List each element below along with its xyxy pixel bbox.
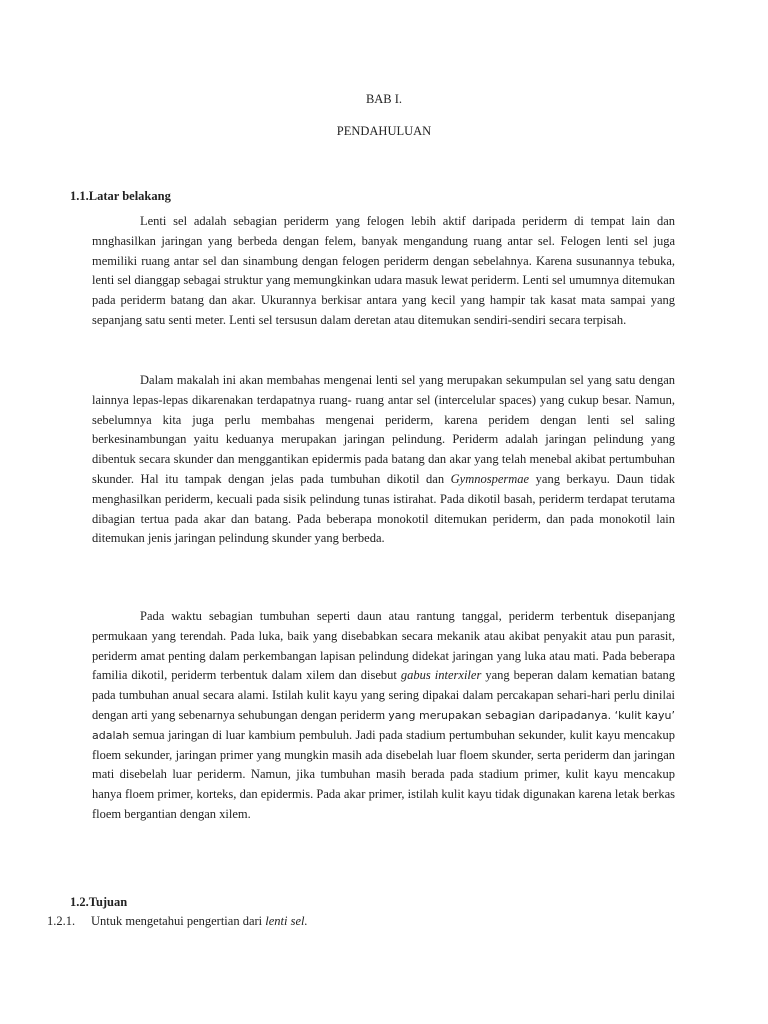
list-item-number: 1.2.1. [47,914,76,928]
paragraph-2 [92,371,675,549]
paragraph-3-sans-fragment: yang merupakan sebagian daripadanya. ‘kulit kayu’ adalah [92,708,675,742]
paragraph-3-text-c: semua jaringan di luar kambium pembuluh. Jadi pada stadium pertumbuhan sekunder, kulit kayu mencakup floem sekunder, jaringan primer yang mungkin masih ada disebelah luar floem skunder, serta periderm dan jaringan mati disebelah luar periderm. Namun, jika tumbuhan masih berada pada stadium primer, kulit kayu mencakup hanya floem primer, korteks, dan epidermis. Pada akar primer, istilah kulit kayu tidak digunakan karena letak berkas floem bergantian dengan xilem. [92,727,675,821]
chapter-title: PENDAHULUAN [336,124,432,138]
paragraph-3-text-b: yang beperan dalam kematian batang pada tumbuhan anual secara alami. Istilah kulit kayu yang sering dipakai dalam percakapan sehari-hari perlu dinilai dengan arti yang sebenarnya sehubungan dengan periderm [92,668,676,722]
paragraph-1 [92,212,675,331]
section-heading-tujuan: 1.2.Tujuan [70,895,128,909]
list-item [47,914,308,929]
chapter-label: BAB I. [365,92,403,106]
list-item-text: Untuk mengetahui pengertian dari [91,914,266,928]
section-heading-latar-belakang: 1.1.Latar belakang [70,189,171,203]
paragraph-3 [92,607,675,825]
list-item-italic: lenti sel. [265,914,308,928]
paragraph-2-text-a: Dalam makalah ini akan membahas mengenai lenti sel yang merupakan sekumpulan sel yang satu dengan lainnya lepas-lepas dikarenakan terdapatnya ruang- ruang antar sel (intercelular spaces) yang cukup besar. Namun, sebelumnya kita juga perlu membahas mengenai periderm, karena peridem dengan lenti sel saling berkesinambungan yaitu keduanya merupakan jaringan pelindung. Periderm adalah jaringan pelindung yang dibentuk secara skunder dan menggantikan epidermis pada batang dan akar yang telah menebal akibat pertumbuhan skunder. Hal itu tampak dengan jelas pada tumbuhan dikotil dan [92,373,675,486]
paragraph-1-text: Lenti sel adalah sebagian periderm yang felogen lebih aktif daripada periderm di tempat lain dan mnghasilkan jaringan yang berbeda dengan felem, banyak mengandung ruang antar sel. Felogen lenti sel juga memiliki ruang antar sel dan sinambung dengan felogen periderm dengan sebelahnya. Karena susunannya tebuka, lenti sel dianggap sebagai struktur yang memungkinkan udara masuk lewat periderm. Lenti sel umumnya ditemukan pada periderm batang dan akar. Ukurannya berkisar antara yang kecil yang hampir tak kasat mata sampai yang sepanjang satu senti meter. Lenti sel tersusun dalam deretan atau ditemukan sendiri-sendiri secara terpisah. [92,214,675,327]
paragraph-2-italic-term: Gymnospermae [450,471,530,486]
paragraph-3-italic-term: gabus interxiler [400,668,482,683]
paragraph-3-text-a: Pada waktu sebagian tumbuhan seperti daun atau rantung tanggal, periderm terbentuk disepanjang permukaan yang terendah. Pada luka, baik yang disebabkan secara mekanik atau akibat penyakit atau pun parasit, periderm amat penting dalam perkembangan lapisan pelindung didekat jaringan yang luka atau mati. Pada beberapa familia dikotil, periderm terbentuk dalam xilem dan disebut [92,609,675,683]
paragraph-2-text-b: yang berkayu. Daun tidak menghasilkan periderm, kecuali pada sisik pelindung tunas istirahat. Pada dikotil basah, periderm terdapat terutama dibagian tertua pada akar dan batang. Pada beberapa monokotil ditemukan periderm, dan pada monokotil lain ditemukan jenis jaringan pelindung skunder yang berbeda. [92,471,675,546]
